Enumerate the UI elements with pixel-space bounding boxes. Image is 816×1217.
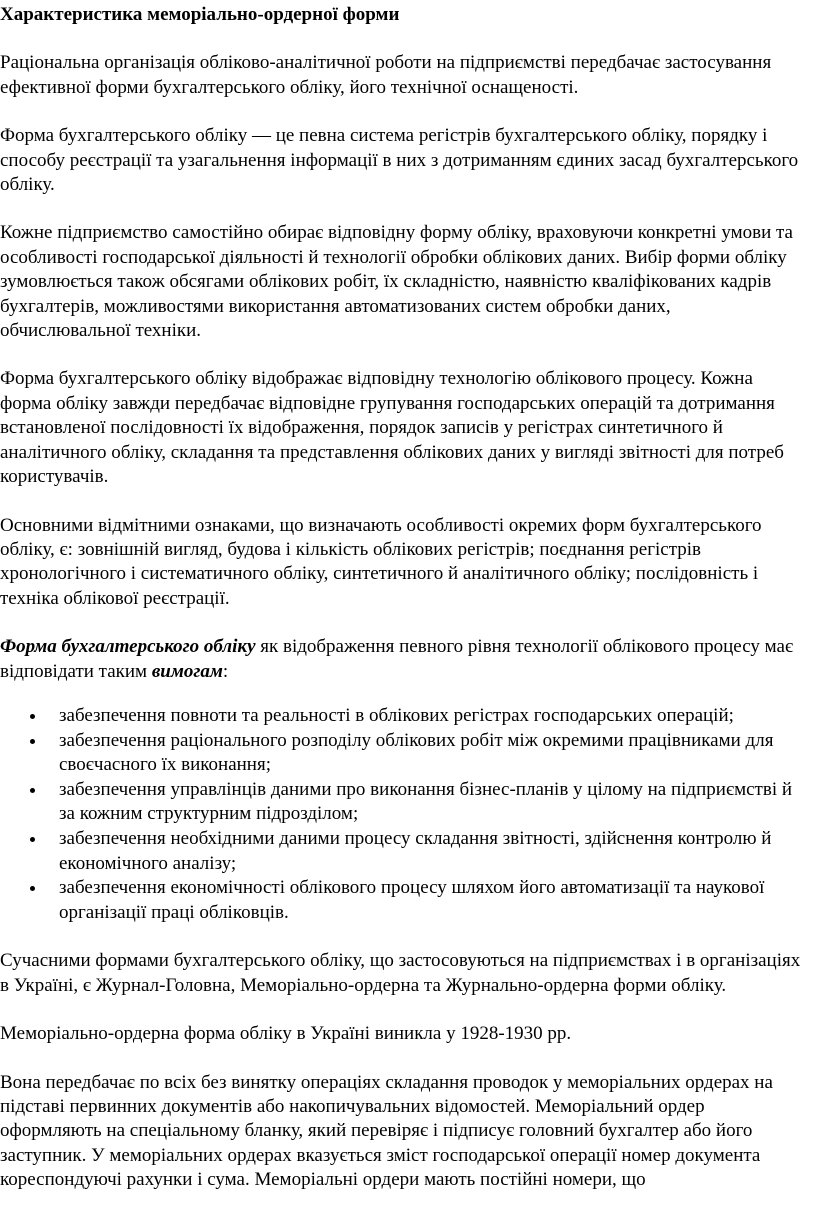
- emphasis-form: Форма бухгалтерського обліку: [0, 636, 256, 658]
- list-item: забезпечення необхідними даними процесу складання звітності, здійснення контролю й економічного аналізу;: [0, 827, 806, 876]
- paragraph-modern-forms: Сучасними формами бухгалтерського обліку, що застосовуються на підприємствах і в організаціях в Україні, є Журнал-Головна, Меморіально-ордерна та Журнально-ордерна форми обліку.: [0, 950, 801, 996]
- paragraph-intro: Раціональна організація обліково-аналітичної роботи на підприємстві передбачає застосування ефективної форми бухгалтерського обліку, його технічної оснащеності.: [0, 52, 772, 98]
- paragraph-features: Основними відмітними ознаками, що визначають особливості окремих форм бухгалтерського обліку, є: зовнішній вигляд, будова і кількість облікових регістрів; поєднання регістрів хронологічного і систематичного обліку, синтетичного й аналітичного обліку; послідовність і техніка облікової реєстрації.: [0, 514, 762, 609]
- document-title: Характеристика меморіально-ордерної форми: [0, 4, 400, 25]
- list-item: забезпечення раціонального розподілу облікових робіт між окремими працівниками для своєчасного їх виконання;: [0, 729, 806, 778]
- paragraph-requirements-intro: [0, 635, 806, 684]
- requirements-list: [0, 704, 806, 925]
- emphasis-requirements: вимогам: [151, 660, 223, 682]
- paragraph-choice: Кожне підприємство самостійно обирає відповідну форму обліку, враховуючи конкретні умови та особливості господарської діяльності й технології обробки облікових даних. Вибір форми обліку зумовлюється також обсягами облікових робіт, їх складністю, наявністю кваліфікованих кадрів бухгалтерів, можливостями використання автоматизованих систем обробки даних, обчислювальної техніки.: [0, 222, 793, 342]
- document-page: [0, 3, 806, 1217]
- list-item: забезпечення повноти та реальності в облікових регістрах господарських операцій;: [0, 704, 806, 729]
- paragraph-definition: Форма бухгалтерського обліку — це певна система регістрів бухгалтерського обліку, порядку і способу реєстрації та узагальнення інформації в них з дотриманням єдиних засад бухгалтерського обліку.: [0, 125, 799, 196]
- list-item: забезпечення економічності облікового процесу шляхом його автоматизації та наукової організації праці обліковців.: [0, 876, 806, 925]
- paragraph-memorial-orders: Вона передбачає по всіх без винятку операціях складання проводок у меморіальних ордерах на підставі первинних документів або накопичувальних відомостей. Меморіальний ордер оформляють на спеціальному бланку, який перевіряє і підписує головний бухгалтер або його заступник. У меморіальних ордерах вказується зміст господарської операції номер документа кореспондуючі рахунки і сума. Меморіальні ордери мають постійні номери, що: [0, 1071, 773, 1191]
- paragraph-technology: Форма бухгалтерського обліку відображає відповідну технологію облікового процесу. Кожна форма обліку завжди передбачає відповідне групування господарських операцій та дотримання встановленої послідовності їх відображення, порядок записів у регістрах синтетичного й аналітичного обліку, складання та представлення облікових даних у вигляді звітності для потреб користувачів.: [0, 368, 784, 488]
- requirements-intro-colon: :: [222, 660, 229, 682]
- paragraph-origin: Меморіально-ордерна форма обліку в Україні виникла у 1928-1930 рр.: [0, 1023, 572, 1045]
- requirements-intro-text: як відображення певного рівня технології облікового процесу має відповідати таким: [0, 636, 794, 682]
- list-item: забезпечення управлінців даними про виконання бізнес-планів у цілому на підприємстві й за кожним структурним підрозділом;: [0, 778, 806, 827]
